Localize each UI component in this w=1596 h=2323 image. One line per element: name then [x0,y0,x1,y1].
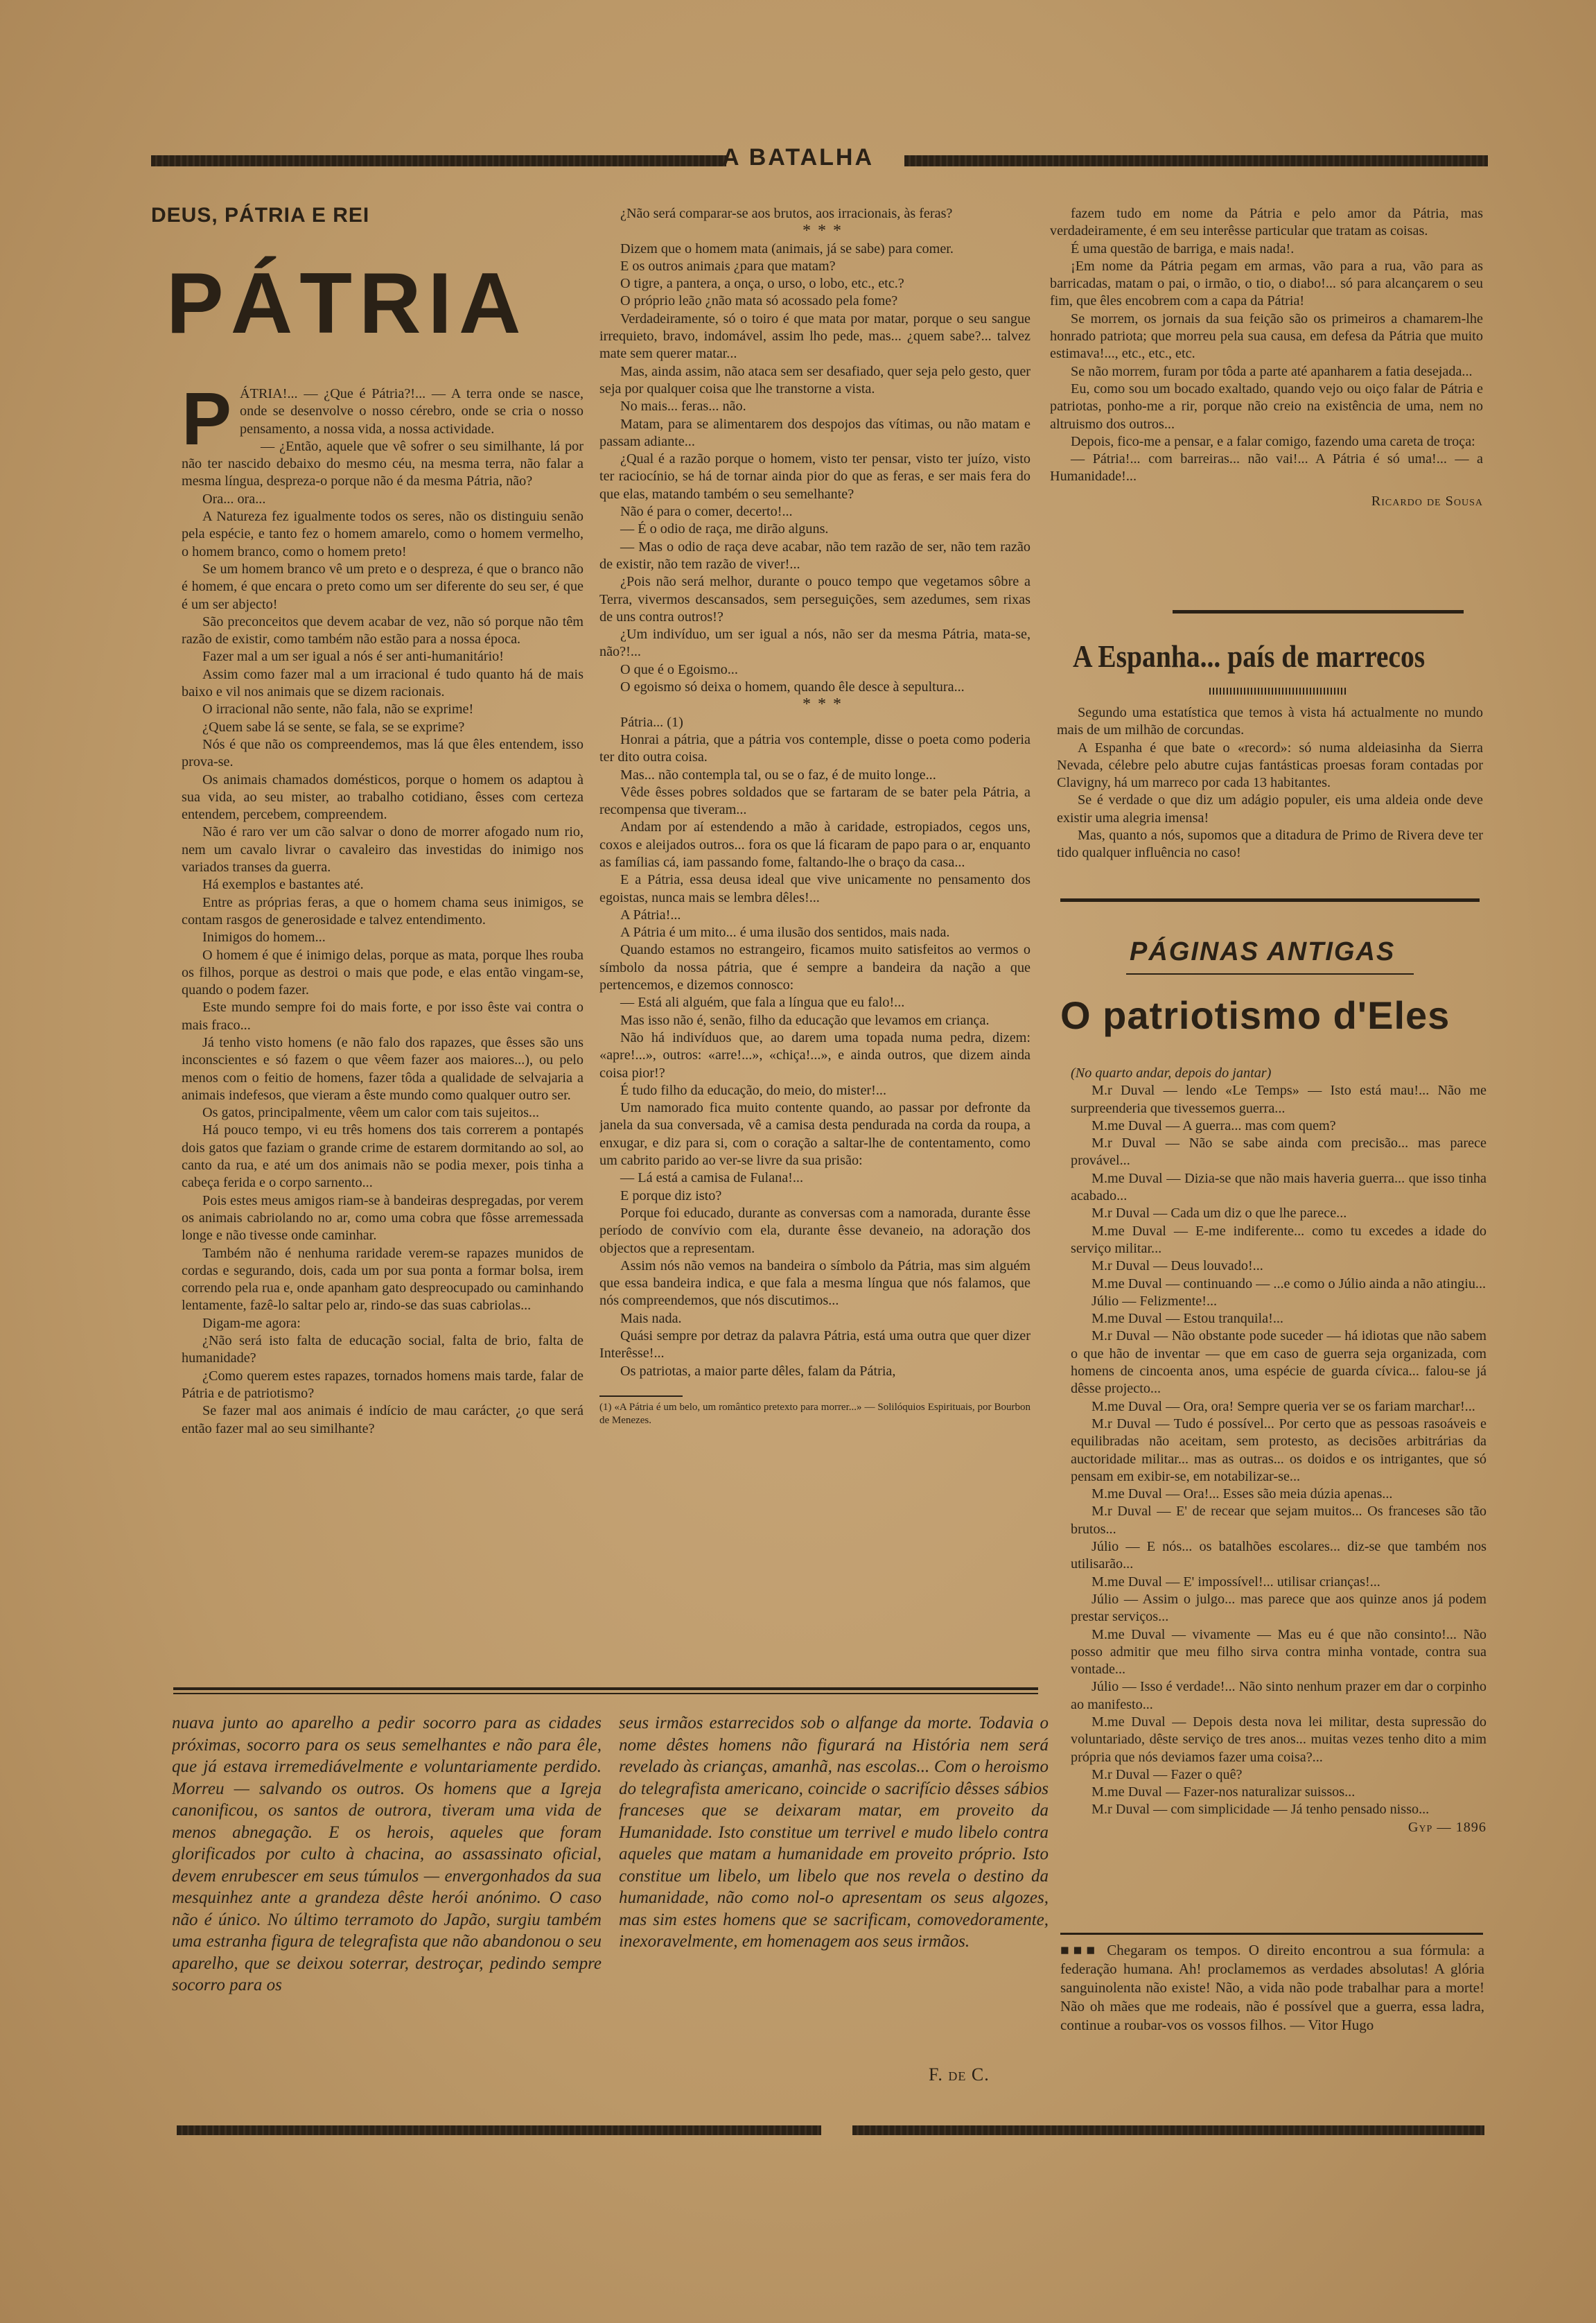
patria-col1-paragraph: Não é raro ver um cão salvar o dono de morrer afogado num rio, nem um cavalo livrar o cavaleiro das investidas do inimigo nos variados transes da guerra. [182,824,584,876]
patriotismo-paragraph: M.me Duval — A guerra... mas com quem? [1091,1117,1336,1133]
patria-col2-paragraph: — Lá está a camisa de Fulana!... [620,1170,804,1186]
patria-col2-paragraph: Um namorado fica muito contente quando, ao passar por defronte da janela da sua conversada, vê a camisa desta pendurada na corda da roupa, a enxugar, e diz para si, com o coração a saltar-lhe de contentamento, como um cabrito parido ao ver-se livre da sua prisão: [599,1100,1031,1169]
patria-col2-paragraph: *** [803,695,848,714]
article-2-body [1057,704,1483,891]
footer-rule-left [177,2125,821,2135]
drop-cap: P [182,385,232,460]
patria-col3-paragraph: Depois, fico-me a pensar, e a falar comigo, fazendo uma careta de troça: [1071,433,1475,449]
patria-col2-paragraph: E os outros animais ¿para que matam? [620,258,836,274]
patria-col1-paragraph: A Natureza fez igualmente todos os seres, não os distinguiu senão pela espécie, e tanto fez o homem amarelo, como o homem vermelho, o homem branco, como o homem preto! [182,509,584,559]
patria-col2-paragraph: E a Pátria, essa deusa ideal que vive unicamente no pensamento dos egoistas, nunca mais se lembra dêles!... [599,872,1031,905]
victor-hugo-quote: ■■■ Chegaram os tempos. O direito encontrou a sua fórmula: a federação humana. Ah! proclamemos as verdades absolutas! A glória sanguinolenta não existe! Não, a vida não pode trabalhar para a morte! Não oh mães que me rodeais, não é possível que a guerra, essa ladra, continue a roubar-vos os vossos filhos. — Vitor Hugo [1060,1942,1484,2033]
espanha-paragraph: A Espanha é que bate o «record»: só numa aldeiasinha da Sierra Nevada, célebre pelo abutre cujas fantásticas proesas foram contadas por Clavigny, há um marreco por cada 13 habitantes. [1057,740,1483,791]
patria-col3-paragraph: É uma questão de barriga, e mais nada!. [1071,241,1295,256]
patria-col1-paragraph: — ¿Então, aquele que vê sofrer o seu similhante, lá por não ter nascido debaixo do mesmo céu, na mesma terra, não falar a mesma língua, despreza-o porque não é da mesma Pátria, não? [182,438,584,489]
article-signature: Ricardo de Sousa [1371,493,1483,509]
patria-col1-paragraph: Inimigos do homem... [202,930,326,946]
espanha-paragraph: Segundo uma estatística que temos à vista há actualmente no mundo mais de um milhão de corcundas. [1057,705,1483,738]
espanha-paragraph: Se é verdade o que diz um adágio populer, eis uma aldeia onde deve existir uma alegria imensa! [1057,792,1483,826]
masthead-title: A BATALHA [722,144,874,171]
bottom-column-2 [619,1712,1049,2087]
patria-col2-paragraph: O egoismo só deixa o homem, quando êle desce à sepultura... [620,679,965,695]
article-3-signature: Gyp — 1896 [1408,1819,1487,1835]
article-column-1 [182,385,584,1564]
espanha-paragraph: Mas, quanto a nós, supomos que a ditadura de Primo de Rivera deve ter tido qualquer influência no caso! [1057,828,1483,861]
patria-col1-paragraph: ¿Não será isto falta de educação social, falta de brio, falta de humanidade? [182,1333,584,1366]
patria-col1-paragraph: ¿Quem sabe lá se sente, se fala, se se exprime? [202,719,465,735]
bottom-column-1 [172,1712,602,2100]
patriotismo-paragraph: Júlio — E nós... os batalhões escolares... diz-se que também nos utilisarão... [1071,1539,1487,1572]
divider [1060,1933,1483,1935]
patria-col1-paragraph: Há exemplos e bastantes até. [202,877,364,893]
article-3-title: O patriotismo d'Eles [1060,993,1450,1037]
footer-rule-right [852,2125,1484,2135]
patria-col2-paragraph: Andam por aí estendendo a mão à caridade, estropiados, cegos uns, coxos e aleijados outros... fora os que lá ficaram de papo para o ar, enquanto as famílias cá, iam passando fome, faltando-lhe o braço da casa... [599,819,1031,870]
patria-col2-paragraph: O tigre, a pantera, a onça, o urso, o lobo, etc., etc.? [620,276,904,292]
patria-col1-paragraph: Nós é que não os compreendemos, mas lá que êles entendem, isso prova-se. [182,736,584,770]
article-title: PÁTRIA [166,256,528,351]
article-column-2 [599,205,1031,1612]
patria-col1-paragraph: Fazer mal a um ser igual a nós é ser anti-humanitário! [202,649,504,665]
patria-col1-paragraph: Há pouco tempo, vi eu três homens dos tais correrem a pontapés dois gatos que faziam o grande crime de estarem dormitando ao sol, ao canto da rua, e até um dos animais não se podia mexer, pois tinha a cabeça ferida e o corpo sarnento... [182,1122,584,1191]
patria-col1-paragraph: Os animais chamados domésticos, porque o homem os adaptou à sua vida, ao seu mister, ao trabalho cotidiano, êsses com certeza entendem, percebem, compreendem. [182,772,584,823]
patria-col1-paragraph: Ora... ora... [202,491,266,507]
patria-col2-paragraph: Quási sempre por detraz da palavra Pátria, está uma outra que quer dizer Interêsse!... [599,1328,1031,1361]
patriotismo-paragraph: Júlio — Assim o julgo... mas parece que aos quinze anos já podem prestar serviços... [1071,1591,1487,1625]
patria-col2-paragraph: Mas isso não é, senão, filho da educação que levamos em criança. [620,1012,990,1028]
patriotismo-paragraph: M.r Duval — Não obstante pode suceder — há idiotas que não sabem o que hão de inventar — que em caso de guerra seja organizada, com homens de cincoenta anos, uma espécie de guarda cívica... falou-se já dêsse projecto... [1071,1328,1487,1397]
patria-col2-paragraph: Os patriotas, a maior parte dêles, falam da Pátria, [620,1363,896,1379]
patriotismo-paragraph: M.me Duval — Depois desta nova lei militar, desta supressão do voluntariado, dêste serviço de tres anos... muitas vezes tenho dito a mim própria que nós deviamos fazer uma coisa?... [1071,1714,1487,1765]
patria-col2-paragraph: Não é para o comer, decerto!... [620,504,793,520]
quote-box [1060,1941,1484,2100]
divider [173,1687,1038,1690]
patria-col2-paragraph: Matam, para se alimentarem dos despojos das vítimas, ou não matam e passam adiante... [599,416,1031,449]
article-column-3 [1050,205,1483,593]
patriotismo-paragraph: M.me Duval — Dizia-se que não mais haveria guerra... que isso tinha acabado... [1071,1170,1487,1204]
patria-col2-paragraph: No mais... feras... não. [620,399,746,415]
patria-col1-paragraph: Se um homem branco vê um preto e o despreza, é que o branco não é homem, é que encara o preto como um ser diferente do seu ser, é que é um ser abjecto! [182,561,584,612]
patriotismo-paragraph: M.me Duval — Ora!... Esses são meia dúzia apenas... [1091,1486,1393,1502]
patria-col2-paragraph: O que é o Egoismo... [620,661,738,677]
patria-col1-paragraph: Se fazer mal aos animais é indício de mau carácter, ¿o que será então fazer mal ao seu similhante? [182,1403,584,1436]
patria-col2-paragraph: *** [803,222,848,241]
patria-col2-paragraph: Mais nada. [620,1310,682,1326]
patria-col1-paragraph: Entre as próprias feras, a que o homem chama seus inimigos, se contam rasgos de generosidade e talvez entendimento. [182,894,584,928]
patriotismo-paragraph: M.me Duval — vivamente — Mas eu é que não consinto!... Não posso admitir que meu filho sirva contra minha vontade, contra sua vontade... [1071,1626,1487,1678]
patria-col2-paragraph: ¿Um indivíduo, um ser igual a nós, não ser da mesma Pátria, mata-se, não?!... [599,627,1031,660]
patriotismo-paragraph: M.me Duval — E' impossível!... utilisar crianças!... [1091,1574,1380,1590]
patria-col1-paragraph: O irracional não sente, não fala, não se exprime! [202,702,474,717]
patriotismo-paragraph: M.r Duval — com simplicidade — Já tenho pensado nisso... [1091,1802,1430,1818]
patria-col2-paragraph: Verdadeiramente, só o toiro é que mata por matar, porque o seu sangue irrequieto, bravo, indomável, assim lho pede, mas... ¿quem sabe?... talvez mate sem querer matar... [599,311,1031,362]
patria-col2-paragraph: É tudo filho da educação, do meio, do mister!... [620,1082,887,1098]
patria-col2-paragraph: ¿Pois não será melhor, durante o pouco tempo que vegetamos sôbre a Terra, vivermos descansados, sem perseguições, sem azedumes, sem rixas de uns contra outros!? [599,574,1031,625]
patriotismo-paragraph: M.r Duval — Deus louvado!... [1091,1258,1263,1274]
patriotismo-paragraph: M.me Duval — Ora, ora! Sempre queria ver se os fariam marchar!... [1091,1398,1475,1414]
article-kicker: DEUS, PÁTRIA E REI [151,204,370,227]
divider [1060,898,1480,902]
patria-col2-paragraph: ¿Não será comparar-se aos brutos, aos irracionais, às feras? [620,206,953,221]
patria-col2-paragraph: A Pátria!... [620,907,681,923]
column-1-paragraphs [182,385,584,1438]
patria-col2-paragraph: Mas, ainda assim, não ataca sem ser desafiado, quer seja pelo gesto, quer seja por qualquer coisa que lhe transtorne a vista. [599,363,1031,397]
patria-col2-paragraph: — Mas o odio de raça deve acabar, não tem razão de ser, não tem razão de existir, não tem razão de viver!... [599,539,1031,572]
bottom-text-1: nuava junto ao aparelho a pedir socorro para as cidades próximas, socorro para os seus semelhantes e não para êle, que já estava irremediávelmente e voluntariamente perdido. Morreu — salvando os outros. Os homens que a Igreja canonificou, os santos de outrora, tiveram uma vida de menos abnegação. E os herois, aqueles que foram glorificados por culto à chacina, ao assassinato oficial, devem enrubescer em seus túmulos — envergonhados da sua mesquinhez ante a grandeza dêste herói anónimo. O caso não é único. No último terramoto do Japão, surgiu também uma estranha figura de telegrafista que não abandonou o seu aparelho, que se deixou soterrar, destroçar, pedindo sempre socorro para os [172,1714,602,1994]
patria-col3-paragraph: — Pátria!... com barreiras... não vai!... A Pátria é só uma!... — a Humanidade!... [1050,451,1483,485]
article-3-body [1071,1065,1487,1917]
bottom-text-2: seus irmãos estarrecidos sob o alfange da morte. Todavia o nome dêstes homens não figurará na História nem será revelado às crianças, amanhã, nas escolas... Com o heroismo do telegrafista americano, coincide o sacrifício dêsses sábios franceses que se deixaram matar, em proveito da Humanidade. Isto constitue um terrivel e mudo libelo contra aqueles que matam a humanidade em proveito próprio. Isto constitue um libelo, um libelo que nos revela o destino da humanidade, não como nol-o apresentam os seus algozes, mas sim estes homens que se sacrificam, comovedoramente, inexoravelmente, em homenagem aos seus irmãos. [619,1714,1049,1951]
article-2-title: A Espanha... país de marrecos [1073,638,1426,674]
patriotismo-paragraph: M.r Duval — Fazer o quê? [1091,1766,1243,1782]
patria-col3-paragraph: Se não morrem, furam por tôda a parte até apanharem a fatia desejada... [1071,363,1473,379]
patriotismo-paragraph: M.r Duval — Tudo é possível... Por certo que as pessoas rasoáveis e equilibradas não aceitam, sem protesto, as decisões arbitrárias da auctoridade militar... mas as outras... os doidos e os intrigantes, que só pensam em exibir-se, em notabilizar-se... [1071,1416,1487,1484]
patriotismo-paragraph: M.me Duval — Fazer-nos naturalizar suissos... [1091,1784,1356,1800]
patria-col2-paragraph: O próprio leão ¿não mata só acossado pela fome? [620,293,898,309]
patria-col1-paragraph: Este mundo sempre foi do mais forte, e por isso êste vai contra o mais fraco... [182,1000,584,1033]
patria-col2-paragraph: A Pátria é um mito... é uma ilusão dos sentidos, mais nada. [620,925,950,941]
patriotismo-paragraph: M.r Duval — E' de recear que sejam muitos... Os franceses são tão brutos... [1071,1504,1487,1537]
patria-col2-paragraph: Honrai a pátria, que a pátria vos contemple, disse o poeta como poderia ter dito outra coisa. [599,731,1031,765]
patria-col1-paragraph: Pois estes meus amigos riam-se à bandeiras despregadas, por verem os animais cabriolando no ar, como uma cobra que fôsse arremessada longe e não tivesse onde caminhar. [182,1192,584,1244]
patria-col2-paragraph: Assim nós não vemos na bandeira o símbolo da Pátria, mas sim alguém que essa bandeira indica, e que fala a mesma língua que nós falamos, que nós compreendemos, que nós discutimos... [599,1258,1031,1309]
patria-col2-paragraph: Quando estamos no estrangeiro, ficamos muito satisfeitos ao vermos o símbolo da nossa pátria, que é sempre a bandeira da nação a que pertencemos, e dizemos connosco: [599,942,1031,993]
patria-col2-paragraph: — Está ali alguém, que fala a língua que eu falo!... [620,995,905,1011]
footnote: (1) «A Pátria é um belo, um romântico pretexto para morrer...» — Solilóquios Espirituais, por Bourbon de Menezes. [599,1401,1031,1426]
patriotismo-paragraph: Júlio — Isso é verdade!... Não sinto nenhum prazer em dar o corpinho ao manifesto... [1071,1679,1487,1712]
patria-col2-paragraph: ¿Qual é a razão porque o homem, visto ter pensar, visto ter juízo, visto ter raciocínio, se há de tornar ainda pior do que as feras, e ser mais fera do que elas, matando também o seu semelhante? [599,451,1031,502]
patria-col1-paragraph: Os gatos, principalmente, vêem um calor com tais sujeitos... [202,1105,540,1121]
patria-col1-paragraph: Também não é nenhuma raridade verem-se rapazes munidos de cordas e segurando, dois, cada um por sua ponta a formar bolsa, irem correndo pela rua e, onde apanham gato despreocupado ou caminhando lentamente, fazê-lo saltar pelo ar, rindo-se das suas cabriolas... [182,1245,584,1314]
patria-col1-paragraph: São preconceitos que devem acabar de vez, não só porque não têm razão de existir, como também não estão para a nossa época. [182,614,584,647]
stage-direction: (No quarto andar, depois do jantar) [1071,1065,1272,1081]
section-heading: PÁGINAS ANTIGAS [1130,937,1396,966]
patriotismo-paragraph: M.r Duval — lendo «Le Temps» — Isto está mau!... Não me surpreenderia que tivessemos guerra... [1071,1083,1487,1116]
column-3-paragraphs [1050,205,1483,486]
divider [173,1693,1038,1694]
patria-col1-paragraph: O homem é que é inimigo delas, porque as mata, porque lhes rouba os filhos, porque as destroi o mais que pode, e elas então vingam-se, quando o podem fazer. [182,947,584,998]
bottom-signature: F. de C. [929,2064,990,2085]
patriotismo-paragraph: M.me Duval — E-me indiferente... como tu excedes a idade do serviço militar... [1071,1223,1487,1256]
patriotismo-paragraph: M.r Duval — Cada um diz o que lhe parece... [1091,1206,1347,1221]
footnote-rule [599,1395,683,1397]
patria-col2-paragraph: Pátria... (1) [620,714,683,730]
patria-col1-paragraph: ¿Como querem estes rapazes, tornados homens mais tarde, falar de Pátria e de patriotismo? [182,1368,584,1401]
patria-col1-paragraph: Digam-me agora: [202,1315,301,1331]
patria-col2-paragraph: Mas... não contempla tal, ou se o faz, é de muito longe... [620,767,936,783]
patria-col3-paragraph: ¡Em nome da Pátria pegam em armas, vão para a rua, vão para as barricadas, matam o pai, o irmão, o tio, o diabo!... só para alcançarem o seu fim, que êles encobrem com a capa da Pátria! [1050,258,1483,309]
divider [1173,610,1464,614]
patria-col1-paragraph: Assim como fazer mal a um irracional é tudo quanto há de mais baixo e vil nos animais que se dizem racionais. [182,666,584,700]
patria-col2-paragraph: Dizem que o homem mata (animais, já se sabe) para comer. [620,241,954,256]
patria-col1-paragraph: ÁTRIA!... — ¿Que é Pátria?!... — A terra onde se nasce, onde se desenvolve o nosso cérebro, onde se cria o nosso pensamento, a nossa vida, a nossa actividade. [240,386,584,437]
patriotismo-paragraph: M.me Duval — continuando — ...e como o Júlio ainda a não atingiu... [1091,1276,1487,1291]
masthead-rule-right [904,155,1488,166]
patria-col3-paragraph: Se morrem, os jornais da sua feição são os primeiros a chamarem-lhe honrado patriota; que morreu pela sua causa, em defesa da Pátria que muito estimava!..., etc., etc., etc. [1050,311,1483,362]
patriotismo-paragraph: M.me Duval — Estou tranquila!... [1091,1311,1283,1327]
patria-col1-paragraph: Já tenho visto homens (e não falo dos rapazes, que êsses são uns inconscientes e só fazem o que vêem fazer aos maiores...), ou pelo menos com o feitio de homens, fazer tôda a qualidade de selvajaria a animais indefesos, que vieram a êste mundo como qualquer outro ser. [182,1034,584,1103]
patria-col3-paragraph: fazem tudo em nome da Pátria e pelo amor da Pátria, mas verdadeiramente, é em seu interêsse particular que tratam as coisas. [1050,206,1483,239]
patriotismo-paragraph: Júlio — Felizmente!... [1091,1293,1218,1309]
patria-col2-paragraph: Porque foi educado, durante as conversas com a namorada, durante êsse período de convívio com ela, durante êsse devaneio, na adoração dos objectos que a representam. [599,1205,1031,1256]
patria-col2-paragraph: — É o odio de raça, me dirão alguns. [620,521,829,537]
patria-col3-paragraph: Eu, como sou um bocado exaltado, quando vejo ou oiço falar de Pátria e patriotas, ponho-me a rir, porque não creio na existência de uma, nem no altruismo dos outros... [1050,381,1483,432]
patria-col2-paragraph: Vêde êsses pobres soldados que se fartaram de se bater pela Pátria, a recompensa que tiveram... [599,784,1031,818]
patria-col2-paragraph: Não há indivíduos que, ao darem uma topada numa pedra, dizem: «apre!...», outros: «arre!...», «chiça!...», e ainda outros, que dizem ainda coisa pior!? [599,1029,1031,1081]
column-2-paragraphs [599,205,1031,1380]
patriotismo-paragraph: M.r Duval — Não se sabe ainda com precisão... mas parece provável... [1071,1136,1487,1169]
title-hatch-ornament [1209,688,1348,695]
patria-col2-paragraph: E porque diz isto? [620,1187,722,1203]
divider [1126,973,1414,975]
